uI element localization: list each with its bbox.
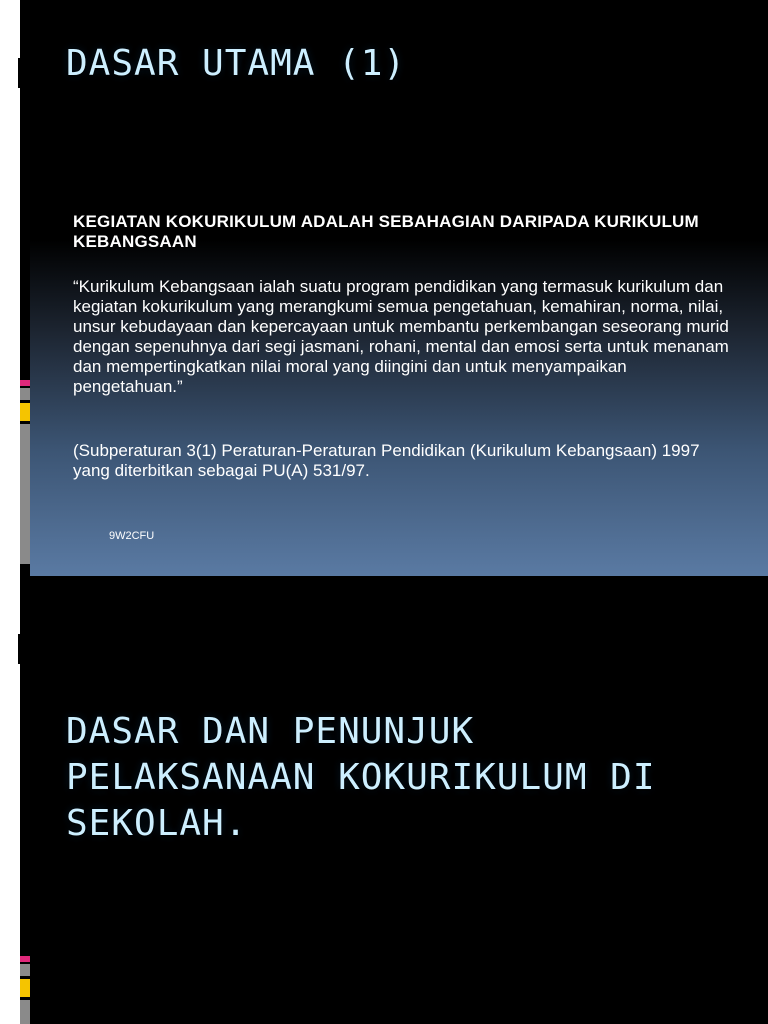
slide-1-quote: “Kurikulum Kebangsaan ialah suatu program pendidikan yang termasuk kurikulum dan kegiatan kokurikulum yang merangkumi semua pengetahuan, kemahiran, norma, nilai, unsur kebudayaan dan kepercayaan untuk membantu perkembangan seseorang murid dengan sepenuhnya dari segi jasmani, rohani, mental dan emosi serta untuk menanam dan mempertingkatkan nilai moral yang diingini dan untuk menyampaikan pengetahuan.” — [73, 277, 729, 396]
slide-1-citation: (Subperaturan 3(1) Peraturan-Peraturan Pendidikan (Kurikulum Kebangsaan) 1997 yang diterbitkan sebagai PU(A) 531/97. — [73, 441, 700, 480]
slide-1-title: DASAR UTAMA (1) — [66, 43, 407, 84]
slide-2-title: DASAR DAN PENUNJUK PELAKSANAAN KOKURIKULUM DI SEKOLAH. — [66, 711, 656, 844]
title-bar-icon — [18, 58, 29, 88]
title-bar-icon — [18, 634, 29, 664]
slide-2 — [0, 576, 768, 1024]
slide-1-heading: KEGIATAN KOKURIKULUM ADALAH SEBAHAGIAN DARIPADA KURIKULUM KEBANGSAAN — [73, 212, 699, 251]
slide-1-footer-code: 9W2CFU — [109, 530, 155, 542]
